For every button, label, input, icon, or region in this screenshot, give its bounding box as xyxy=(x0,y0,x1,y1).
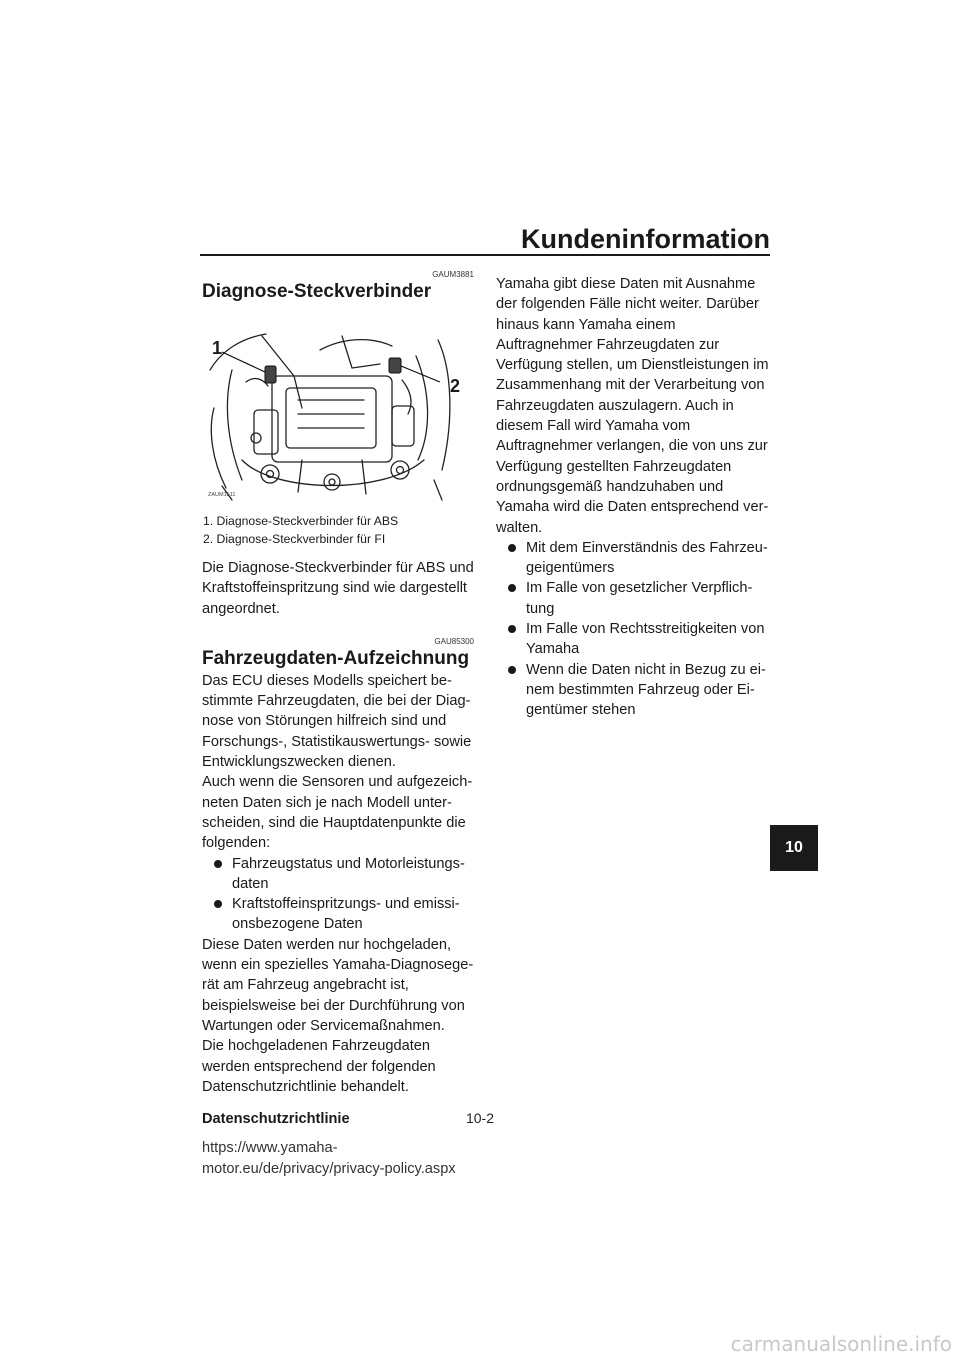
list-item: Im Falle von Rechtsstreitigkeiten von Yamaha xyxy=(526,619,771,660)
paragraph: Diese Daten werden nur hochgeladen, wenn ein spezielles Yamaha-Diagnosegerät am Fahrzeug angebracht ist, beispielsweise bei der Durchführung von Wartungen oder Servicemaßnahmen. xyxy=(202,936,474,1034)
paragraph: Yamaha gibt diese Daten mit Ausnahme der folgenden Fälle nicht weiter. Darüber hinaus kann Yamaha einem Auftragnehmer Fahrzeugdaten zur Verfügung stellen, um Dienstleistungen im Zusammenhang mit der Verarbeitung von Fahrzeugdaten auszulagern. Auch in diesem Fall wird Yamaha vom Auftragnehmer verlangen, die von uns zur Verfügung gestellten Fahrzeugdaten ordnungsgemäß handzuhaben und Yamaha wird die Daten entsprechend verwalten. xyxy=(496,276,769,536)
figure-code: ZAUM1511 xyxy=(208,492,236,498)
motorcycle-illustration xyxy=(202,310,462,510)
page-number: 10-2 xyxy=(465,1110,495,1126)
left-column xyxy=(202,270,474,1179)
section-title-diagnose: Diagnose-Steckverbinder xyxy=(202,281,432,302)
callout-2: 2 xyxy=(450,376,461,396)
chapter-tab: 10 xyxy=(770,825,818,871)
header-rule xyxy=(200,254,770,256)
watermark: carmanualsonline.info xyxy=(730,1332,952,1356)
privacy-heading: Datenschutzrichtlinie xyxy=(202,1111,350,1128)
list-item: Im Falle von gesetzlicher Verpflichtung xyxy=(526,578,771,619)
section-code: GAUM3881 xyxy=(432,270,474,279)
paragraph: Die hochgeladenen Fahrzeugdaten werden entsprechend der folgenden Datenschutzrichtlinie behandelt. xyxy=(202,1038,436,1095)
caption-item: 1. Diagnose-Steckverbinder für ABS xyxy=(203,514,399,528)
callout-1: 1 xyxy=(212,338,223,358)
paragraph: Das ECU dieses Modells speichert bestimmte Fahrzeugdaten, die bei der Diagnose von Störungen hilfreich sind und Forschungs-, Statistikauswertungs- sowie Entwicklungszwecken dienen. xyxy=(202,672,472,771)
section-title-fahrzeugdaten: Fahrzeugdaten-Aufzeichnung xyxy=(202,647,470,669)
figure-caption xyxy=(202,512,474,548)
bullet-list xyxy=(496,538,771,721)
page-title: Kundeninformation xyxy=(521,224,770,254)
section-code: GAU85300 xyxy=(434,636,474,646)
list-item: Kraftstoffeinspritzungs- und emissionsbezogene Daten xyxy=(232,894,474,935)
list-item: Mit dem Einverständnis des Fahrzeugeigentümers xyxy=(526,538,771,579)
right-column xyxy=(496,274,771,721)
privacy-url[interactable]: https://www.yamaha-motor.eu/de/privacy/privacy-policy.aspx xyxy=(202,1140,456,1177)
bullet-list xyxy=(202,854,474,935)
list-item: Wenn die Daten nicht in Bezug zu einem bestimmten Fahrzeug oder Eigentümer stehen xyxy=(526,660,771,721)
paragraph: Auch wenn die Sensoren und aufgezeichneten Daten sich je nach Modell unterscheiden, sind die Hauptdatenpunkte die folgenden: xyxy=(202,774,473,852)
list-item: Fahrzeugstatus und Motorleistungsdaten xyxy=(232,854,474,895)
diagnostic-connector-figure xyxy=(202,310,462,510)
paragraph: Die Diagnose-Steckverbinder für ABS und Kraftstoffeinspritzung sind wie dargestellt angeordnet. xyxy=(202,560,474,617)
caption-item: 2. Diagnose-Steckverbinder für FI xyxy=(203,532,386,546)
